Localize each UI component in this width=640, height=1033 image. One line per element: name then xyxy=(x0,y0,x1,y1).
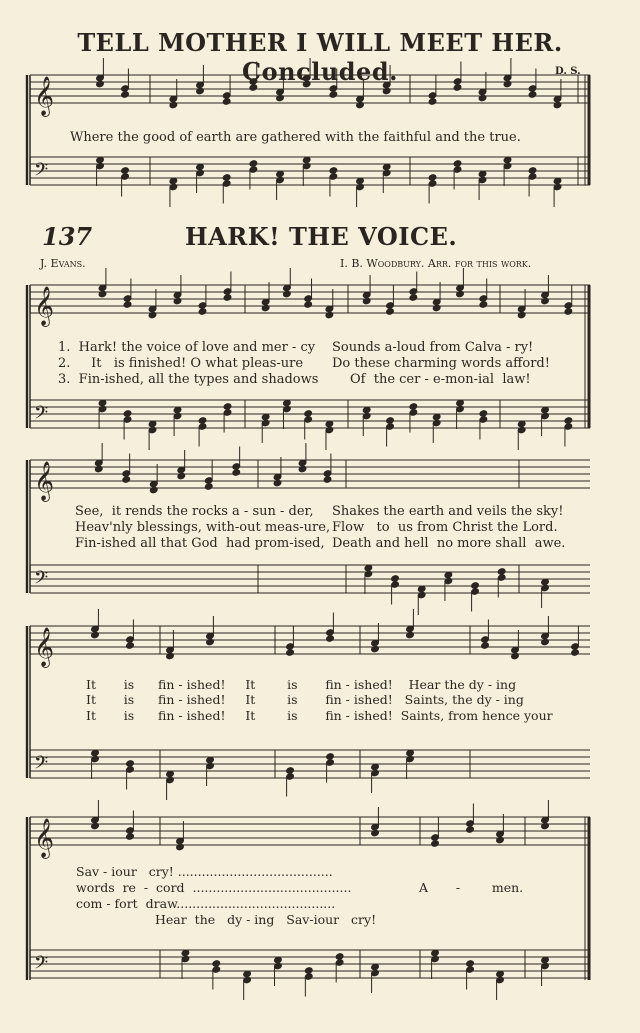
hymn-number: 137 xyxy=(42,222,93,251)
verse-2-b: Do these charming words afford! xyxy=(332,356,550,371)
bass-clef-icon: 𝄢 xyxy=(34,160,49,185)
verse-2-c: Heav'nly blessings, with-out meas-ure, xyxy=(75,520,331,535)
ending-line-1: Sav - iour cry! ....................................... xyxy=(76,864,333,879)
verse-3-b: Of the cer - e-mon-ial law! xyxy=(350,372,531,387)
arranger-credit: I. B. Woodbury. Arr. for this work. xyxy=(340,257,532,270)
composer-credit: J. Evans. xyxy=(40,257,86,270)
hymn-title: HARK! THE VOICE. xyxy=(185,222,458,251)
ending-line-4: Hear the dy - ing Sav-iour cry! xyxy=(155,912,377,927)
refrain-line-1: It is fin - ished! It is fin - ished! Hear the dy - ing xyxy=(86,677,517,692)
verse-3-a: 3. Fin-ished, all the types and shadows xyxy=(58,372,319,387)
verse-1-a: 1. Hark! the voice of love and mer - cy xyxy=(58,340,316,355)
verse-2-d: Flow to us from Christ the Lord. xyxy=(332,520,558,535)
bass-clef-icon: 𝄢 xyxy=(34,953,49,978)
treble-clef-icon: 𝄞 xyxy=(34,627,55,667)
bass-clef-icon: 𝄢 xyxy=(34,403,49,428)
ending-line-2: words re - cord ........................................ A - men. xyxy=(76,880,524,895)
ds-marking: D. S. xyxy=(555,66,581,77)
treble-clef-icon: 𝄞 xyxy=(34,286,55,326)
treble-clef-icon: 𝄞 xyxy=(34,818,55,858)
treble-clef-icon: 𝄞 xyxy=(34,76,55,116)
bass-clef-icon: 𝄢 xyxy=(34,753,49,778)
verse-1-c: See, it rends the rocks a - sun - der, xyxy=(75,504,314,519)
verse-3-d: Death and hell no more shall awe. xyxy=(332,536,566,551)
refrain-line-2: It is fin - ished! It is fin - ished! Saints, the dy - ing xyxy=(86,692,524,707)
verse-2-a: 2. It is finished! O what pleas-ure xyxy=(58,356,304,371)
lyric-line: Where the good of earth are gathered with the faithful and the true. xyxy=(70,130,521,145)
verse-1-b: Sounds a-loud from Calva - ry! xyxy=(332,340,534,355)
ending-line-3: com - fort draw........................................ xyxy=(76,896,336,911)
treble-clef-icon: 𝄞 xyxy=(34,461,55,501)
verse-1-d: Shakes the earth and veils the sky! xyxy=(332,504,564,519)
page-heading: TELL MOTHER I WILL MEET HER. Concluded. xyxy=(77,28,563,86)
refrain-line-3: It is fin - ished! It is fin - ished! Saints, from hence your xyxy=(86,708,553,723)
verse-3-c: Fin-ished all that God had prom-ised, xyxy=(75,536,325,551)
bass-clef-icon: 𝄢 xyxy=(34,568,49,593)
